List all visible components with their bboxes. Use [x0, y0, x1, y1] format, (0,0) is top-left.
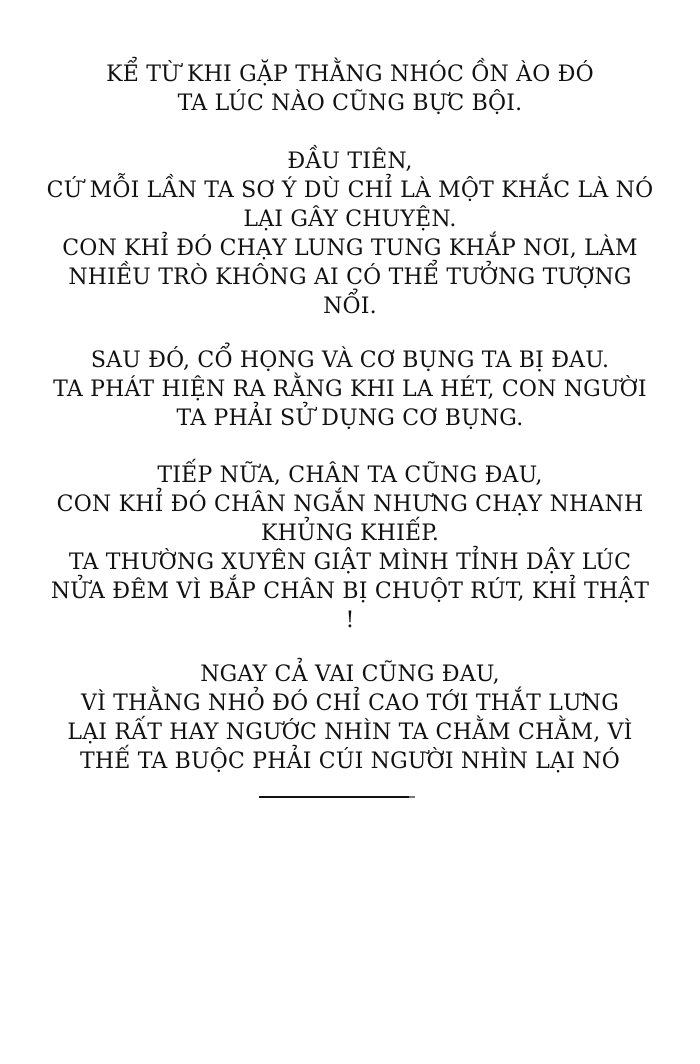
text-line: LẠI RẤT HAY NGƯỚC NHÌN TA CHẰM CHẰM, VÌ: [67, 720, 633, 745]
text-line: KHỦNG KHIẾP.: [260, 521, 440, 546]
text-line: VÌ THẰNG NHỎ ĐÓ CHỈ CAO TỚI THẮT LƯNG: [80, 691, 620, 716]
text-line: NỔI.: [323, 294, 377, 319]
text-line: TA PHÁT HIỆN RA RẰNG KHI LA HÉT, CON NGƯỜI: [53, 377, 647, 402]
paragraph-5: [0, 660, 700, 776]
text-line: !: [345, 608, 355, 633]
paragraph-1: [0, 60, 700, 118]
text-line: SAU ĐÓ, CỔ HỌNG VÀ CƠ BỤNG TA BỊ ĐAU.: [90, 348, 610, 373]
text-line: TA PHẢI SỬ DỤNG CƠ BỤNG.: [176, 406, 524, 431]
text-line: TA LÚC NÀO CŨNG BỰC BỘI.: [177, 91, 523, 116]
text-line: KỂ TỪ KHI GẶP THẰNG NHÓC ỒN ÀO ĐÓ: [106, 62, 594, 87]
paragraph-3: [0, 346, 700, 433]
text-line: NHIỀU TRÒ KHÔNG AI CÓ THỂ TƯỞNG TƯỢNG: [68, 265, 632, 290]
text-line: CON KHỈ ĐÓ CHÂN NGẮN NHƯNG CHẠY NHANH: [56, 492, 644, 517]
text-line: CON KHỈ ĐÓ CHẠY LUNG TUNG KHẮP NƠI, LÀM: [62, 236, 638, 261]
text-line: TIẾP NỮA, CHÂN TA CŨNG ĐAU,: [157, 463, 543, 488]
text-line: LẠI GÂY CHUYỆN.: [243, 207, 457, 232]
divider-line: [259, 796, 409, 798]
text-line: NGAY CẢ VAI CŨNG ĐAU,: [200, 662, 500, 687]
text-line: TA THƯỜNG XUYÊN GIẬT MÌNH TỈNH DẬY LÚC: [68, 550, 632, 575]
text-line: CỨ MỖI LẦN TA SƠ Ý DÙ CHỈ LÀ MỘT KHẮC LÀ NÓ: [46, 178, 654, 203]
paragraph-4: [0, 461, 700, 635]
paragraph-2: [0, 147, 700, 321]
text-line: NỬA ĐÊM VÌ BẮP CHÂN BỊ CHUỘT RÚT, KHỈ THẬT: [50, 579, 650, 604]
text-line: THẾ TA BUỘC PHẢI CÚI NGƯỜI NHÌN LẠI NÓ: [80, 749, 620, 774]
text-line: ĐẦU TIÊN,: [287, 149, 413, 174]
